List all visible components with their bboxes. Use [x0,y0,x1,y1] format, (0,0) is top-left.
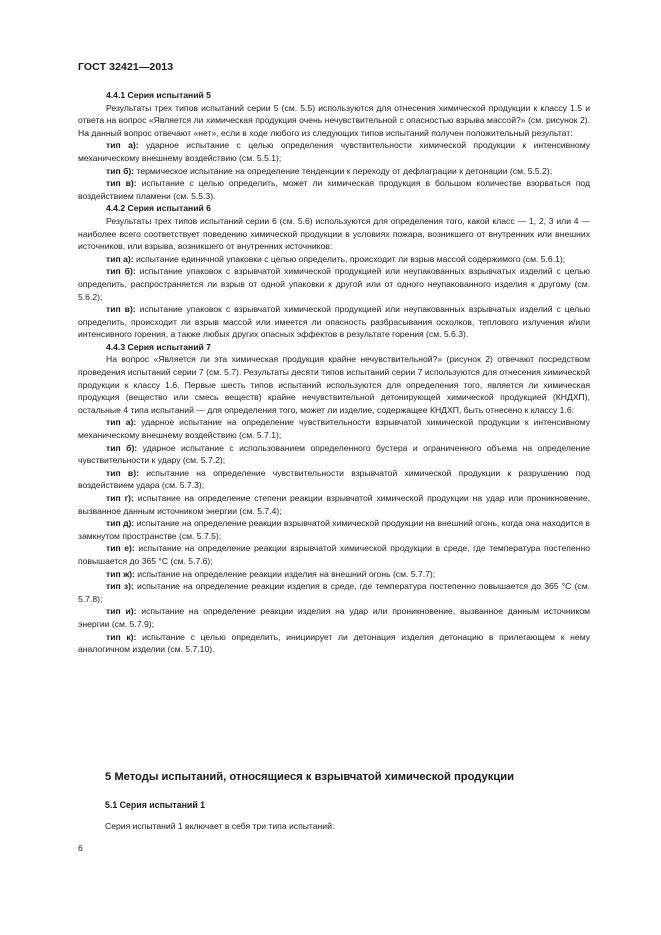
test-type-item [78,265,590,303]
test-type-item [78,416,590,441]
test-type-description: ударное испытание на определение чувствительности взрывчатой химической продукции к интенсивному механическому внешнему воздействию (см. 5.7.1); [78,417,591,441]
test-type-description: ударное испытание с целью определения чувствительности химической продукции к интенсивному механическому внешнему воздействию (см. 5.5.1); [78,140,590,163]
test-type-item [78,442,590,467]
test-type-description: термическое испытание на определение тенденции к переходу от дефлаграции к детонации (см. 5.5.2); [136,165,553,176]
test-type-description: испытание на определение реакции взрывчатой химической продукции в среде, где температура постепенно повышается до 365 °С (см. 5.7.6); [78,543,591,566]
test-type-item [78,517,590,542]
test-type-label: тип з): [106,581,134,592]
subsection-heading: 4.4.2 Серия испытаний 6 [106,203,211,214]
test-type-item [78,253,590,266]
document-body [78,89,590,656]
test-type-label: тип к): [106,631,137,642]
test-type-item [78,605,590,630]
test-type-item [78,631,590,656]
test-type-description: испытание с целью определить, может ли химическая продукция в большом количестве взорваться под воздействием пламени (см. 5.5.3). [78,178,590,201]
subsection-heading: 4.4.1 Серия испытаний 5 [106,90,211,100]
test-type-label: тип и): [106,606,137,617]
test-type-description: испытание единичной упаковки с целью определить, происходит ли взрыв массой содержимого (см. 5.6.1); [135,253,566,264]
document-header: ГОСТ 32421—2013 [78,61,174,73]
test-type-description: ударное испытание с использованием определенного бустера и ограниченного объема на определение чувствительности к удару (см. 5.7.2); [78,442,590,466]
test-type-item [78,568,590,581]
section-title: 5 Методы испытаний, относящиеся к взрывчатой химической продукции [105,771,514,783]
paragraph: Результаты трех типов испытаний серии 6 (см. 5.6) используются для определения того, какой класс — 1, 2, 3 или 4 — наиболее всего соответствует поведению химической продукции в условиях пожара, возникшего от внутренних или внешних источников, или взрыва, возникшего от внутренних источников: [78,215,590,252]
subsection-heading: 4.4.3 Серия испытаний 7 [106,341,211,352]
test-type-label: тип б): [106,442,138,453]
test-type-item [78,303,590,341]
test-type-item [78,467,590,492]
test-type-item [78,165,590,178]
test-type-label: тип в): [106,304,136,315]
test-type-label: тип в): [106,178,137,189]
test-type-item [78,542,590,567]
test-type-description: испытание на определение реакции взрывчатой химической продукции на внешний огонь, когда она находится в замкнутом пространстве (см. 5.7.5); [78,518,590,541]
test-type-item [78,139,590,164]
subsection-text: Серия испытаний 1 включает в себя три типа испытаний: [105,821,335,831]
test-type-label: тип б): [106,266,136,277]
paragraph: На вопрос «Является ли эта химическая продукция крайне нечувствительной?» (рисунок 2) отвечают посредством проведения испытаний серии 7 (см. 5.7). Результаты десяти типов испытаний серии 7 используются для отнесения химической продукции к классу 1.6. Первые шесть типов испытаний используются для определения того, является ли химическая продукция (вещество или смесь веществ) крайне нечувствительной детонирующей химической продукцией (КНДХП), остальные 4 типа испытаний — для определения того, может ли изделие, содержащее КНДХП, быть отнесено к классу 1.6: [78,354,590,415]
test-type-label: тип г): [106,493,134,503]
test-type-description: испытание упаковок с взрывчатой химической продукцией или неупакованных взрывчатых изделий с целью определить, распространяется ли взрыв от одной упаковки к другой или от одного неупакованного изделия к другому (см. 5.6.2); [78,266,591,302]
test-type-label: тип а): [106,417,137,428]
test-type-description: испытание на определение степени реакции взрывчатой химической продукции на удар или проникновение, вызванное данным источником энергии (см. 5.7.4); [78,493,590,516]
test-type-description: испытание на определение реакции изделия в среде, где температура постепенно повышается до 365 °С (см. 5.7.8); [78,581,590,604]
test-type-item [78,492,590,517]
test-type-item [78,177,590,202]
test-type-label: тип а): [106,140,139,151]
test-type-label: тип е): [106,543,135,554]
test-type-description: испытание на определение чувствительности взрывчатой химической продукции к разрушению под воздействием удара (см. 5.7.3); [78,467,590,491]
test-type-label: тип б): [106,165,135,176]
test-type-label: тип д): [106,518,135,529]
test-type-description: испытание на определение реакции изделия на удар или проникновение, вызванное данным источником энергии (см. 5.7.9); [78,606,591,629]
test-type-description: испытание на определение реакции изделия на внешний огонь (см. 5.7.7); [137,568,436,579]
page-number: 6 [78,843,83,853]
test-type-description: испытание с целью определить, инициирует ли детонация изделия детонацию в прилегающем к нему аналогичном изделии (см. 5.7.10). [78,631,590,655]
paragraph: Результаты трех типов испытаний серии 5 (см. 5.5) используются для отнесения химической продукции к классу 1.5 и ответа на вопрос «Является ли химическая продукция очень нечувствительной с опасностью взрыва массой?» (см. рисунок 2). На данный вопрос отвечают «нет», если в ходе любого из следующих типов испытаний получен положительный результат: [78,102,590,138]
test-type-label: тип ж): [106,568,135,579]
test-type-item [78,580,590,605]
test-type-description: испытание упаковок с взрывчатой химической продукцией или неупакованных взрывчатых изделий с целью определить, происходит ли взрыв массой или имеется ли опасность разбрасывания осколков, теплового излучения и/или интенсивного горения, а также любых других опасных эффектов в результате горения (см. 5.6.3). [78,304,591,340]
test-type-label: тип в): [106,467,139,478]
test-type-label: тип а): [106,253,134,264]
subsection-title: 5.1 Серия испытаний 1 [105,800,206,810]
